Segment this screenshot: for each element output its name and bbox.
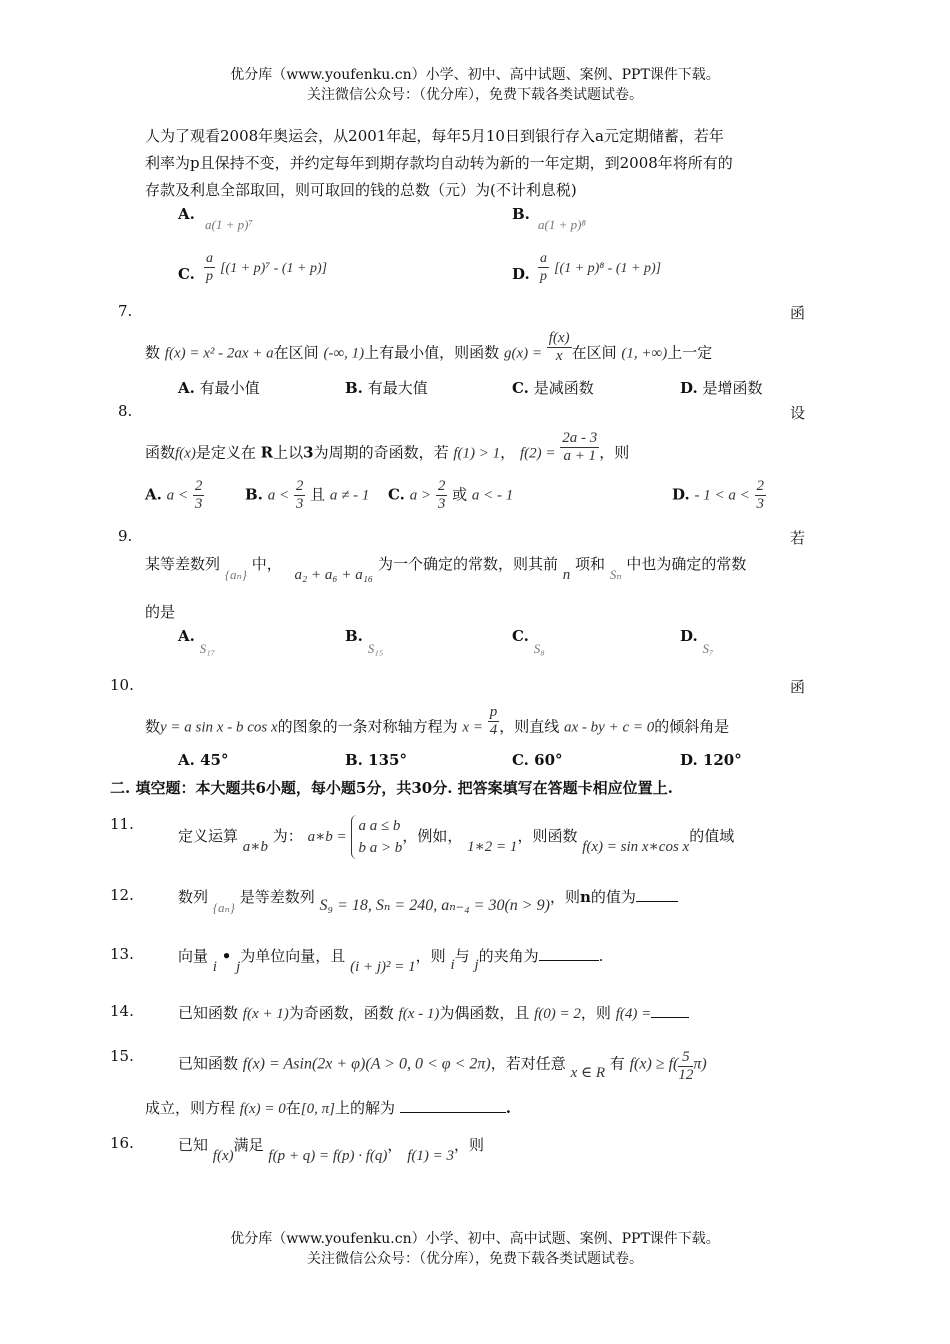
q8-three: 3	[303, 443, 314, 462]
q11-fx: f(x) = sin x∗cos x	[582, 839, 690, 855]
q6-option-b-label: B.	[512, 205, 530, 223]
q13-t1: 向量	[178, 947, 209, 965]
q9-t1: 某等差数列	[145, 555, 221, 573]
q11-t5: 的值域	[689, 827, 735, 845]
header-line-2: 关注微信公众号：（优分库），免费下载各类试题试卷。	[307, 87, 643, 103]
q7-pre: 数	[145, 343, 161, 362]
q7-option-b	[345, 377, 428, 398]
q9-c-label: C.	[512, 627, 529, 645]
footer-line-1: 优分库（www.youfenku.cn）小学、初中、高中试题、案例、PPT课件下载。	[230, 1231, 720, 1247]
q15-t4: 成立，则方程	[145, 1099, 236, 1117]
q10-t1: 数	[145, 717, 161, 736]
q8-d-pre: - 1 < a <	[694, 487, 750, 504]
q13-j: j	[236, 959, 241, 975]
footer-line-2: 关注微信公众号：（优分库），免费下载各类试题试卷。	[307, 1251, 643, 1267]
q6-c-den: p	[206, 269, 213, 284]
q10-d-text: 120°	[702, 751, 742, 769]
q9-b-text: S₁₅	[367, 641, 384, 656]
q12-an: {aₙ}	[212, 900, 235, 915]
q15-f-den: 12	[678, 1067, 694, 1083]
header-line-1: 优分库（www.youfenku.cn）小学、初中、高中试题、案例、PPT课件下载。	[230, 67, 720, 83]
q10-a-text: 45°	[200, 751, 229, 769]
q10-d-label: D.	[680, 751, 698, 769]
q7-stem	[145, 330, 713, 371]
q7-mid2: 上有最小值，则函数	[364, 343, 500, 362]
q14-f3: f(0) = 2	[534, 1006, 581, 1022]
q15-eq: f(x) = 0	[239, 1101, 286, 1117]
q6-text-line2: 利率为p且保持不变，并约定每年到期存款均自动转为新的一年定期，到2008年将所有的	[145, 154, 733, 172]
q8-c-num: 2	[437, 478, 446, 494]
q7-mid1: 在区间	[273, 343, 319, 362]
q15-number: 15.	[110, 1047, 134, 1065]
q8-R: R	[260, 443, 274, 462]
q9-stem-line1	[145, 553, 747, 583]
q8-b-den: 3	[295, 496, 304, 512]
q8-fx: f(x)	[175, 445, 196, 462]
q10-b-label: B.	[345, 751, 363, 769]
q16-cond: f(p + q) = f(p) · f(q)	[268, 1148, 388, 1164]
q13-t5: 的夹角为	[478, 947, 539, 965]
q7-option-c	[512, 377, 594, 398]
q7-number: 7.	[118, 302, 133, 320]
q12-t1: 数列	[178, 888, 209, 906]
q8-b-num: 2	[295, 478, 304, 494]
q15-t1: 已知函数	[178, 1054, 239, 1073]
q12-cond: S₉ = 18, Sₙ = 240, aₙ₋₄ = 30(n > 9)	[319, 897, 550, 914]
q10-x-num: p	[489, 704, 498, 720]
q15-t2: ，若对任意	[490, 1054, 566, 1073]
q9-option-a	[178, 627, 216, 656]
q15-t6: 上的解为	[334, 1099, 395, 1117]
q14-answer-blank[interactable]	[651, 1017, 689, 1018]
q7-d-label: D.	[680, 379, 698, 397]
q14-number: 14.	[110, 1002, 134, 1020]
q15-fx: f(x) = Asin(2x + φ)(A > 0, 0 < φ < 2π)	[242, 1055, 491, 1073]
q12-number: 12.	[110, 886, 134, 904]
q8-b-label: B.	[245, 485, 263, 504]
q15-stem-line2	[145, 1097, 511, 1118]
q10-a-label: A.	[178, 751, 195, 769]
q11-case1: a a ≤ b	[358, 818, 401, 834]
q13-t2: 为单位向量，且	[240, 947, 346, 965]
q7-option-a	[178, 377, 260, 398]
q7-c-label: C.	[512, 379, 529, 397]
q12-answer-blank[interactable]	[636, 901, 678, 902]
q7-mid3: 在区间	[571, 343, 617, 362]
q12-n: n	[579, 888, 591, 906]
q13-number: 13.	[110, 945, 134, 963]
q16-f1: f(1) = 3	[407, 1148, 454, 1164]
q10-c-label: C.	[512, 751, 529, 769]
q10-option-a	[178, 751, 228, 769]
q8-a-label: A.	[145, 485, 162, 504]
q8-f2-den: a + 1	[563, 448, 597, 464]
q16-stem	[178, 1134, 484, 1164]
section-2-heading: 二. 填空题：本大题共6小题，每小题5分，共30分. 把答案填写在答题卡相应位置上.	[110, 779, 673, 797]
q13-stem	[178, 945, 604, 975]
q7-a-text: 有最小值	[199, 379, 260, 397]
q11-def: a∗b =	[307, 829, 347, 845]
q7-interval1: (-∞, 1)	[323, 345, 365, 362]
q7-b-text: 有最大值	[367, 379, 428, 397]
q7-d-text: 是增函数	[702, 379, 763, 397]
q15-x: x ∈ R	[570, 1064, 605, 1081]
q8-d-label: D.	[672, 485, 690, 504]
q8-t5: ，则	[599, 443, 630, 462]
q14-f2: f(x - 1)	[398, 1006, 440, 1022]
q13-cond: (i + j)² = 1	[350, 959, 416, 975]
q7-g-num: f(x)	[548, 330, 570, 346]
q9-d-text: S₇	[702, 641, 714, 656]
q6-text-line1: 人为了观看2008年奥运会，从2001年起，每年5月10日到银行存入a元定期储蓄，若年	[145, 127, 724, 145]
q9-n: n	[562, 567, 571, 583]
q13-answer-blank[interactable]	[539, 960, 599, 961]
q6-option-d-label: D.	[512, 265, 530, 283]
q9-c-text: S₈	[533, 641, 545, 656]
q8-t3: 上以	[273, 443, 304, 462]
q15-ineq2: π)	[693, 1055, 707, 1073]
q10-t4: 的倾斜角是	[654, 717, 730, 736]
q7-end: 上一定	[667, 343, 713, 362]
q15-t5: 在	[285, 1099, 301, 1117]
q9-option-d	[680, 627, 714, 656]
q8-c-label: C.	[388, 485, 405, 504]
q12-stem	[178, 886, 678, 915]
q6-option-a: a(1 + p)⁷	[205, 217, 253, 232]
q7-b-label: B.	[345, 379, 363, 397]
q10-x-den: 4	[489, 722, 498, 738]
q8-d-den: 3	[756, 496, 765, 512]
q10-tail: 函	[790, 678, 806, 696]
q10-y: y = a sin x - b cos x	[160, 719, 278, 736]
q8-d-num: 2	[756, 478, 765, 494]
q11-cases	[351, 815, 402, 859]
q12-t2: 是等差数列	[239, 888, 315, 906]
q6-option-b: a(1 + p)⁸	[538, 217, 586, 232]
q16-t2: 满足	[233, 1136, 264, 1154]
q8-c-pre: a >	[409, 487, 432, 504]
q8-c-den: 3	[437, 496, 446, 512]
q6-option-c-label: C.	[178, 265, 195, 283]
q15-interval: [0, π]	[300, 1101, 335, 1117]
q11-t2: 为：	[272, 827, 303, 845]
q15-end: .	[505, 1099, 511, 1117]
q15-f-num: 5	[678, 1049, 693, 1067]
q8-option-a	[145, 478, 204, 513]
q9-tail: 若	[790, 529, 806, 547]
q13-j2: j	[474, 957, 479, 973]
q11-example: 1∗2 = 1	[467, 839, 518, 855]
q8-stem	[145, 430, 630, 471]
q16-number: 16.	[110, 1134, 134, 1152]
q15-stem-line1	[178, 1047, 707, 1082]
q12-t3: ，则	[549, 888, 580, 906]
q6-c-rest: [(1 + p)⁷ - (1 + p)]	[220, 261, 328, 276]
q10-t3: ，则直线	[499, 717, 560, 736]
q8-f1: f(1) > 1	[453, 445, 501, 462]
q14-f4: f(4) =	[615, 1006, 652, 1022]
q13-t3: ，则	[415, 947, 446, 965]
q16-t3: ，则	[453, 1136, 484, 1154]
q6-option-d	[538, 250, 661, 285]
q8-a-pre: a <	[166, 487, 189, 504]
q9-t5: 中也为确定的常数	[626, 555, 747, 573]
q13-i: i	[212, 959, 217, 975]
q8-comma: ，	[500, 443, 516, 462]
q11-ab: a∗b	[242, 839, 268, 855]
q6-d-den: p	[540, 269, 547, 284]
q8-a-num: 2	[194, 478, 203, 494]
q14-t4: ，则	[580, 1004, 611, 1022]
q11-t3: ，例如，	[402, 827, 463, 845]
q7-gx: g(x) =	[503, 345, 542, 362]
q11-number: 11.	[110, 815, 134, 833]
q6-option-a-label: A.	[178, 205, 195, 223]
q8-f2: f(2) =	[519, 445, 556, 462]
q13-end: .	[598, 947, 604, 965]
q14-t1: 已知函数	[178, 1004, 239, 1022]
q9-option-c	[512, 627, 545, 656]
q9-a-label: A.	[178, 627, 195, 645]
q16-fx: f(x)	[212, 1148, 234, 1164]
q10-x: x =	[462, 719, 483, 736]
q12-t4: 的值为	[590, 888, 636, 906]
q9-Sn: Sₙ	[609, 567, 622, 582]
q13-t4: 与	[454, 947, 470, 965]
q6-text-line3: 存款及利息全部取回，则可取回的钱的总数（元）为(不计利息税)	[145, 181, 577, 199]
q8-b-mid: 且	[310, 485, 326, 504]
q8-b-pre: a <	[267, 487, 290, 504]
q14-t3: 为偶函数，且	[439, 1004, 530, 1022]
q11-stem	[178, 815, 734, 859]
q7-option-d	[680, 377, 763, 398]
q10-option-d	[680, 751, 742, 769]
q13-i2: i	[450, 957, 455, 973]
q15-ineq: f(x) ≥ f(	[629, 1055, 679, 1073]
q9-d-label: D.	[680, 627, 698, 645]
q8-t1: 函数	[145, 443, 176, 462]
q8-t2: 是定义在	[195, 443, 256, 462]
q8-f2-num: 2a - 3	[562, 430, 598, 446]
q11-t4: ，则函数	[517, 827, 578, 845]
q8-option-c	[388, 478, 513, 513]
q15-answer-blank[interactable]	[400, 1112, 506, 1113]
q6-c-num: a	[206, 251, 213, 266]
q6-d-rest: [(1 + p)⁸ - (1 + p)]	[554, 261, 662, 276]
q8-b-post: a ≠ - 1	[329, 487, 370, 504]
q10-b-text: 135°	[368, 751, 407, 769]
q9-t3: 为一个确定的常数，则其前	[377, 555, 558, 573]
q9-t2: 中，	[251, 555, 282, 573]
q10-line: ax - by + c = 0	[564, 719, 655, 736]
q10-c-text: 60°	[534, 751, 563, 769]
q10-number: 10.	[110, 676, 134, 694]
q9-stem-line2: 的是	[145, 603, 176, 621]
q10-option-b	[345, 751, 407, 769]
q8-option-d	[672, 478, 766, 513]
q14-stem	[178, 1002, 689, 1023]
q6-option-c	[204, 250, 327, 285]
q10-option-c	[512, 751, 563, 769]
q9-sum: a₂ + a₆ + a₁₆	[294, 567, 374, 583]
q7-g-den: x	[555, 348, 563, 364]
q15-t3: 有	[609, 1054, 625, 1073]
q9-option-b	[345, 627, 384, 656]
q10-stem	[145, 704, 730, 745]
q7-fx: f(x) = x² - 2ax + a	[164, 345, 274, 362]
q8-a-den: 3	[194, 496, 203, 512]
q8-c-post: a < - 1	[471, 487, 514, 504]
q7-c-text: 是减函数	[533, 379, 594, 397]
q9-t4: 项和	[575, 555, 606, 573]
q9-number: 9.	[118, 527, 133, 545]
q7-tail: 函	[790, 304, 806, 322]
q8-c-mid: 或	[452, 485, 468, 504]
q8-t4: 为周期的奇函数，若	[313, 443, 449, 462]
q11-t1: 定义运算	[178, 827, 239, 845]
q14-t2: 为奇函数，函数	[288, 1004, 394, 1022]
q14-f1: f(x + 1)	[242, 1006, 289, 1022]
q8-number: 8.	[118, 402, 133, 420]
q10-t2: 的图象的一条对称轴方程为	[277, 717, 458, 736]
q7-a-label: A.	[178, 379, 195, 397]
q7-interval2: (1, +∞)	[621, 345, 668, 362]
q11-case2: b a > b	[358, 840, 403, 856]
q16-t1: 已知	[178, 1136, 209, 1154]
q8-tail: 设	[790, 404, 806, 422]
q6-d-num: a	[540, 251, 547, 266]
q13-dot: •	[221, 947, 232, 965]
q9-b-label: B.	[345, 627, 363, 645]
q8-option-b	[245, 478, 369, 513]
q16-comma: ，	[387, 1136, 403, 1154]
q9-an: {aₙ}	[224, 567, 247, 582]
q9-a-text: S₁₇	[199, 641, 216, 656]
